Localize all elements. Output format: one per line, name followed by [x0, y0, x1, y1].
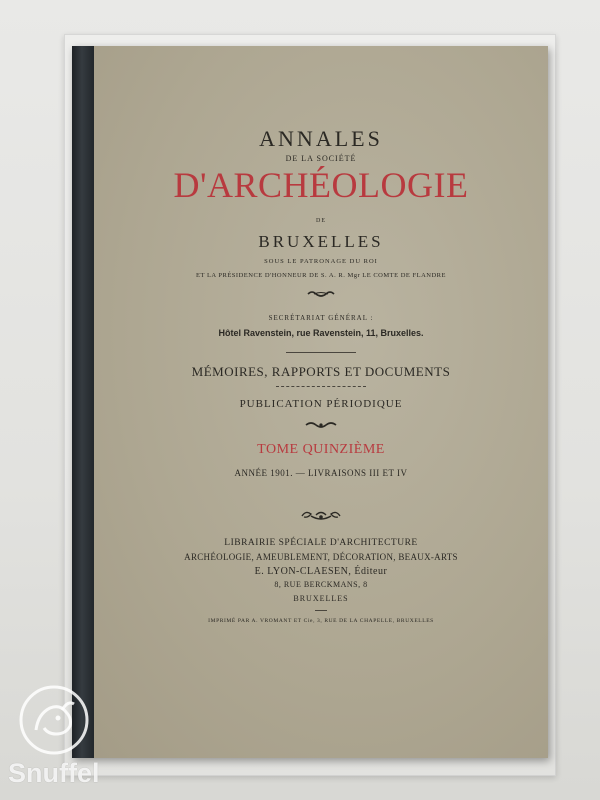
ornament-divider-icon [304, 420, 338, 430]
book-spine [72, 46, 94, 758]
ornament-divider-icon [306, 289, 336, 299]
librairie-line: LIBRAIRIE SPÉCIALE D'ARCHITECTURE [224, 538, 418, 548]
patronage-line: SOUS LE PATRONAGE DU ROI [264, 258, 378, 265]
presidence-line: ET LA PRÉSIDENCE D'HONNEUR DE S. A. R. Mgr LE COMTE DE FLANDRE [196, 272, 446, 279]
book [72, 46, 548, 758]
memoires-heading: MÉMOIRES, RAPPORTS ET DOCUMENTS [191, 364, 451, 379]
book-cover [94, 46, 548, 758]
annee-livraisons: ANNÉE 1901. — LIVRAISONS III ET IV [234, 468, 408, 478]
title-bruxelles: BRUXELLES [258, 232, 384, 251]
secretariat-address: Hôtel Ravenstein, rue Ravenstein, 11, Bruxelles. [218, 328, 424, 338]
ville-line: BRUXELLES [293, 594, 349, 603]
dashed-divider [276, 386, 366, 387]
title-de: DE [316, 218, 326, 224]
title-archeologie: D'ARCHÉOLOGIE [173, 165, 469, 205]
tome-heading: TOME QUINZIÈME [257, 442, 385, 457]
categories-line: ARCHÉOLOGIE, AMEUBLEMENT, DÉCORATION, BEAUX-ARTS [184, 552, 458, 562]
sniffing-dog-logo-icon [18, 684, 90, 756]
short-rule [315, 610, 327, 611]
watermark [8, 684, 100, 794]
floral-ornament-icon [298, 508, 344, 524]
editeur-line: E. LYON-CLAESEN, Éditeur [254, 566, 388, 577]
rule-divider [286, 352, 356, 353]
imprimeur-line: IMPRIMÉ PAR A. VROMANT ET Cie, 3, RUE DE LA CHAPELLE, BRUXELLES [208, 618, 434, 624]
watermark-text: Snuffel [8, 758, 100, 788]
secretariat-label: SECRÉTARIAT GÉNÉRAL : [268, 314, 374, 322]
title-annales: ANNALES [259, 126, 383, 151]
title-de-la-societe: DE LA SOCIÉTÉ [285, 154, 357, 163]
adresse-line: 8, RUE BERCKMANS, 8 [274, 580, 368, 589]
publication-heading: PUBLICATION PÉRIODIQUE [239, 398, 403, 410]
